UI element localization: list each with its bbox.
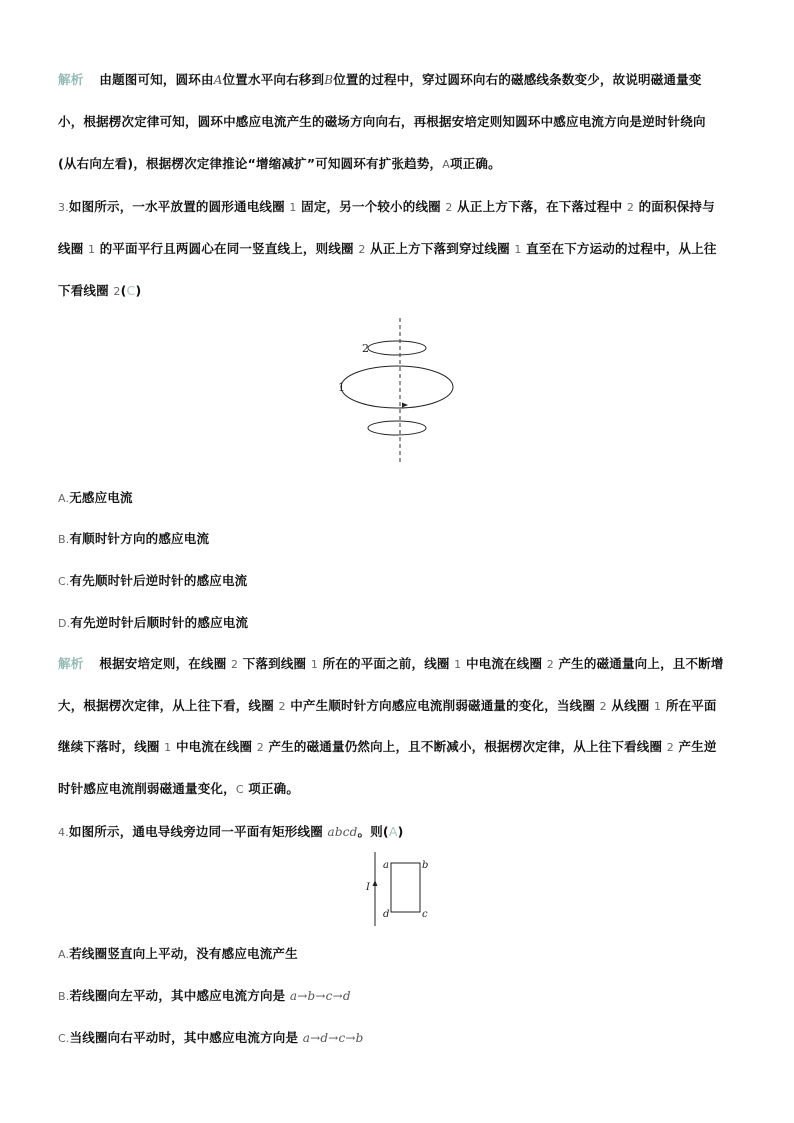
question-4-stem: 4.如图所示，通电导线旁边同一平面有矩形线圈 abcd。则(A): [58, 824, 404, 839]
q4-option-a: A.若线圈竖直向上平动，没有感应电流产生: [58, 946, 298, 961]
wire-loop-figure: [360, 850, 440, 928]
coil-2-top: [368, 341, 426, 355]
q4-option-b: B.若线圈向左平动，其中感应电流方向是 a→b→c→d: [58, 988, 351, 1003]
coil-1-label: 1: [338, 381, 345, 394]
analysis-label: 解析: [58, 72, 84, 87]
question-3-line-1: 3.如图所示，一水平放置的圆形通电线圈 1 固定，另一个较小的线圈 2 从正上方下落，在下落过程中 2 的面积保持与: [58, 199, 715, 214]
question-3-line-2: 线圈 1 的平面平行且两圆心在同一竖直线上，则线圈 2 从正上方下落到穿过线圈 1 直至在下方运动的过程中，从上往: [58, 241, 717, 256]
option-d: D.有先逆时针后顺时针的感应电流: [58, 615, 249, 630]
option-a: A.无感应电流: [58, 490, 133, 505]
current-arrow: [402, 403, 408, 408]
option-c: C.有先顺时针后逆时针的感应电流: [58, 573, 248, 588]
wire-arrow: [373, 880, 378, 886]
coil-2-label: 2: [362, 342, 369, 355]
rectangular-loop: [391, 863, 420, 912]
analysis-q3-line-3: 继续下落时，线圈 1 中电流在线圈 2 产生的磁通量仍然向上，且不断减小，根据楞次定律，从上往下看线圈 2 产生逆: [58, 739, 717, 754]
analysis-line-2: 小，根据楞次定律可知，圆环中感应电流产生的磁场方向向右，再根据安培定则知圆环中感应电流方向是逆时针绕向: [58, 114, 706, 129]
option-b: B.有顺时针方向的感应电流: [58, 531, 210, 546]
label-d: d: [383, 909, 390, 920]
analysis-q3-line-4: 时针感应电流削弱磁通量变化，C 项正确。: [58, 781, 300, 796]
coil-figure: [330, 318, 470, 466]
analysis-q3-line-2: 大，根据楞次定律，从上往下看，线圈 2 中产生顺时针方向感应电流削弱磁通量的变化，当线圈 2 从线圈 1 所在平面: [58, 698, 717, 713]
analysis-label: 解析: [58, 656, 84, 671]
label-b: b: [422, 860, 429, 871]
analysis-q3-line-1: 解析 根据安培定则，在线圈 2 下落到线圈 1 所在的平面之前，线圈 1 中电流在线圈 2 产生的磁通量向上，且不断增: [58, 656, 724, 671]
answer-q4: A: [388, 824, 398, 839]
question-3-line-3: 下看线圈 2(C): [58, 283, 142, 298]
label-I: I: [366, 882, 370, 893]
analysis-line-3: (从右向左看)，根据楞次定律推论“增缩减扩”可知圆环有扩张趋势，A项正确。: [58, 156, 501, 171]
coil-2-bottom: [368, 421, 426, 435]
label-c: c: [422, 909, 428, 920]
analysis-line-1: 解析 由题图可知，圆环由A位置水平向右移到B位置的过程中，穿过圆环向右的磁感线条数变少，故说明磁通量变: [58, 72, 702, 87]
q4-option-c: C.当线圈向右平动时，其中感应电流方向是 a→d→c→b: [58, 1030, 364, 1045]
coil-1: [341, 366, 453, 408]
answer-q3: C: [126, 283, 136, 298]
label-a: a: [383, 860, 389, 871]
